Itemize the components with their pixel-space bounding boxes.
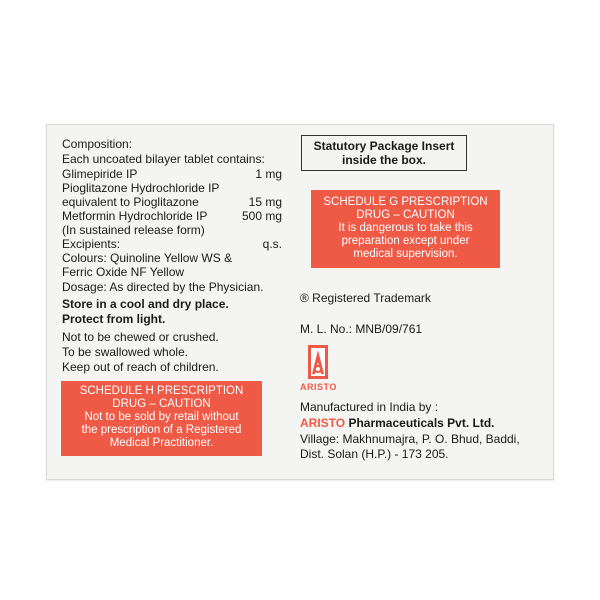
schedule-g-line: medical supervision. <box>353 248 458 260</box>
address-line: Dist. Solan (H.P.) - 173 205. <box>300 447 449 461</box>
colours-line: Ferric Oxide NF Yellow <box>62 265 185 279</box>
warning-line: Not to be chewed or crushed. <box>62 330 219 344</box>
excipients-amount: q.s. <box>262 237 282 251</box>
warning-line: Keep out of reach of children. <box>62 360 219 374</box>
storage-line: Store in a cool and dry place. <box>62 297 229 311</box>
ingredient-amount: 1 mg <box>255 167 282 181</box>
ingredient-name: Pioglitazone Hydrochloride IP <box>62 181 220 195</box>
ingredient-name: Glimepiride IP <box>62 167 138 181</box>
schedule-g-line: SCHEDULE G PRESCRIPTION <box>323 196 488 208</box>
dosage-line: Dosage: As directed by the Physician. <box>62 280 264 294</box>
schedule-g-line: It is dangerous to take this <box>338 222 473 234</box>
company-brand: ARISTO <box>300 416 346 430</box>
schedule-h-line: DRUG – CAUTION <box>112 398 211 410</box>
insert-line: Statutory Package Insert <box>313 139 455 153</box>
schedule-g-caution-box <box>311 190 500 268</box>
schedule-h-line: Medical Practitioner. <box>109 437 214 449</box>
company-suffix: Pharmaceuticals Pvt. Ltd. <box>345 416 495 430</box>
composition-heading: Composition: <box>62 137 133 151</box>
logo-wordmark: ARISTO <box>300 382 337 392</box>
package-insert-notice <box>301 135 467 171</box>
ingredient-name: equivalent to Pioglitazone <box>62 195 199 209</box>
warning-line: To be swallowed whole. <box>62 345 189 359</box>
ingredient-name: Metformin Hydrochloride IP <box>62 209 208 223</box>
ingredient-amount: 500 mg <box>241 209 282 223</box>
schedule-g-line: DRUG – CAUTION <box>356 209 455 221</box>
schedule-h-caution-box <box>61 381 262 456</box>
schedule-h-line: SCHEDULE H PRESCRIPTION <box>79 385 244 397</box>
registered-trademark: ® Registered Trademark <box>300 291 431 305</box>
license-number: M. L. No.: MNB/09/761 <box>300 322 423 336</box>
colours-line: Colours: Quinoline Yellow WS & <box>62 251 233 265</box>
storage-line: Protect from light. <box>62 312 166 326</box>
composition-intro: Each uncoated bilayer tablet contains: <box>62 152 265 166</box>
excipients-label: Excipients: <box>62 237 121 251</box>
address-line: Village: Makhnumajra, P. O. Bhud, Baddi, <box>300 432 520 446</box>
insert-line: inside the box. <box>341 153 426 167</box>
ingredient-amount: 15 mg <box>248 195 282 209</box>
made-in-line: Manufactured in India by : <box>300 400 439 414</box>
company-name <box>300 416 495 430</box>
schedule-h-line: Not to be sold by retail without <box>84 411 239 423</box>
schedule-g-line: preparation except under <box>341 235 470 247</box>
ingredient-name: (In sustained release form) <box>62 223 205 237</box>
schedule-h-line: the prescription of a Registered <box>81 424 242 436</box>
